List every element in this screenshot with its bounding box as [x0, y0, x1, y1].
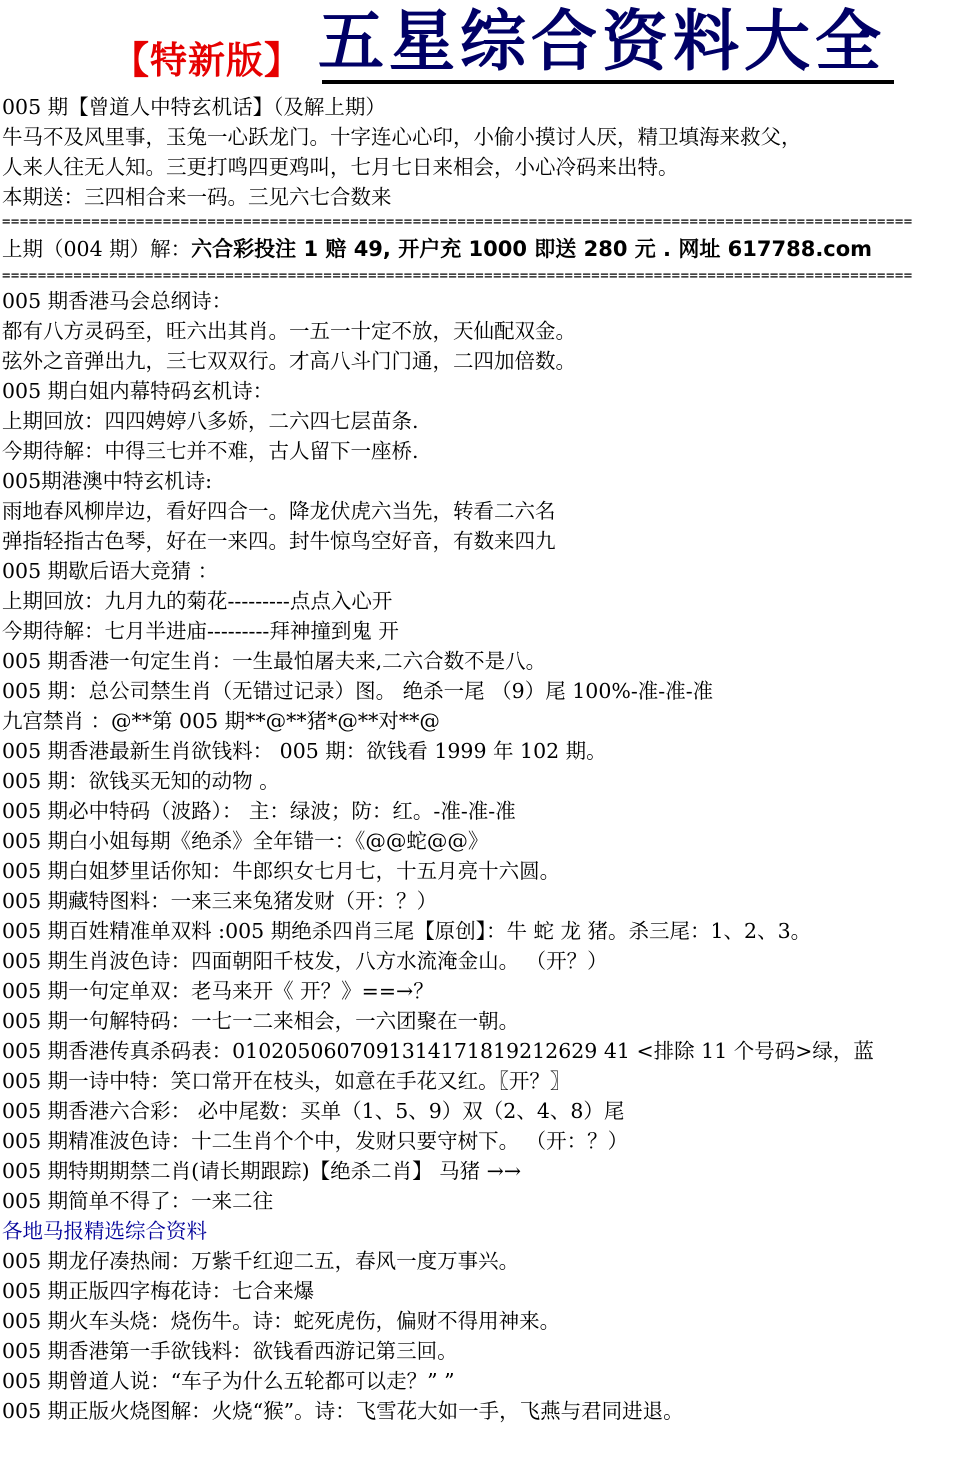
edition-tag: 【特新版】: [112, 39, 302, 82]
text-line: 005 期白姐内幕特码玄机诗：: [2, 379, 274, 403]
text-line: 005 期一句定单双：老马来开《 开？》==→？: [2, 979, 434, 1003]
title-underline: [322, 80, 894, 84]
text-line: 九宫禁肖 ：@**第 005 期**@**猪*@**对**@: [2, 709, 440, 733]
text-line: 005 期：欲钱买无知的动物 。: [2, 769, 280, 793]
text-line: 005 期：总公司禁生肖（无错过记录）图。 绝杀一尾 （9）尾 100%-准-准-准: [2, 679, 714, 703]
text-line: 005 期白小姐每期《绝杀》全年错一：《@@蛇@@》: [2, 829, 489, 853]
text-line: 005 期必中特码（波路）： 主：绿波；防：红。-准-准-准: [2, 799, 516, 823]
text-line: 005 期歇后语大竞猜 ：: [2, 559, 219, 583]
advert-text: 六合彩投注 1 赔 49, 开户充 1000 即送 280 元 . 网址 617788.com: [191, 237, 873, 261]
text-line: 上期回放：九月九的菊花---------点点入心开: [2, 589, 393, 613]
text-line: 005 期龙仔凑热闹：万紫千红迎二五，春风一度万事兴。: [2, 1249, 520, 1273]
section-heading: 各地马报精选综合资料: [2, 1219, 207, 1243]
text-line: 雨地春风柳岸边，看好四合一。降龙伏虎六当先，转看二六名: [2, 499, 556, 523]
page-header: [0, 0, 960, 92]
text-line: 005 期一句解特码：一七一二来相会，一六团聚在一朝。: [2, 1009, 520, 1033]
text-line: 弹指轻指古色琴，好在一来四。封牛惊鸟空好音，有数来四九: [2, 529, 556, 553]
text-line: 005 期百姓精准单双料 :005 期绝杀四肖三尾【原创】：牛 蛇 龙 猪。杀三尾：1、2、3。: [2, 919, 812, 943]
text-line: 005 期香港六合彩： 必中尾数：买单（1、5、9）双（2、4、8）尾: [2, 1099, 625, 1123]
text-line: 人来人往无人知。三更打鸣四更鸡叫，七月七日来相会，小心冷码来出特。: [2, 155, 679, 179]
text-line: 005 期简单不得了：一来二往: [2, 1189, 274, 1213]
text-line: 005 期藏特图料：一来三来兔猪发财（开：？）: [2, 889, 438, 913]
document-body: [0, 92, 960, 1426]
text-line: 005 期香港最新生肖欲钱料： 005 期：欲钱看 1999 年 102 期。: [2, 739, 607, 763]
page-title: 五星综合资料大全: [318, 3, 886, 80]
text-line: 005 期白姐梦里话你知：牛郎织女七月七，十五月亮十六圆。: [2, 859, 561, 883]
text-line: 弦外之音弹出九，三七双双行。才高八斗门门通，二四加倍数。: [2, 349, 576, 373]
text-line: 005 期一诗中特：笑口常开在枝头，如意在手花又红。〖开？〗: [2, 1069, 571, 1093]
text-line: 005期港澳中特玄机诗:: [2, 469, 213, 493]
text-line: 005 期正版火烧图解：火烧“猴”。诗：飞雪花大如一手，飞燕与君同进退。: [2, 1399, 684, 1423]
prev-answer-line: [0, 232, 960, 266]
text-line: 上期回放：四四娉婷八多娇，二六四七层苗条.: [2, 409, 419, 433]
text-line: 005 期精准波色诗：十二生肖个个中，发财只要守树下。 （开：？）: [2, 1129, 629, 1153]
separator: ======================================================================================================: [2, 214, 913, 230]
text-line: 今期待解：中得三七并不难，古人留下一座桥.: [2, 439, 419, 463]
text-line: 005 期香港马会总纲诗：: [2, 289, 233, 313]
text-line: 005 期火车头烧：烧伤牛。诗：蛇死虎伤，偏财不得用神来。: [2, 1309, 561, 1333]
text-line: 005 期特期期禁二肖(请长期跟踪)【绝杀二肖】 马猪 →→: [2, 1159, 522, 1183]
text-line: 005 期香港第一手欲钱料：欲钱看西游记第三回。: [2, 1339, 458, 1363]
text-line: 本期送：三四相合来一码。三见六七合数来: [2, 185, 392, 209]
separator: ======================================================================================================: [2, 268, 913, 284]
text-line: 005 期正版四字梅花诗：七合来爆: [2, 1279, 315, 1303]
text-line: 今期待解：七月半进庙---------拜神撞到鬼 开: [2, 619, 399, 643]
prev-answer-label: 上期（004 期）解：: [2, 237, 192, 261]
text-line: 005 期香港一句定生肖：一生最怕屠夫来,二六合数不是八。: [2, 649, 547, 673]
text-line: 005 期香港传真杀码表：0102050607091314171819212629 41 <排除 11 个号码>绿，蓝: [2, 1039, 874, 1063]
text-line: 005 期曾道人说：“车子为什么五轮都可以走？” ”: [2, 1369, 455, 1393]
text-line: 005 期生肖波色诗：四面朝阳千枝发，八方水流淹金山。 （开？）: [2, 949, 608, 973]
text-line: 都有八方灵码至，旺六出其肖。一五一十定不放，天仙配双金。: [2, 319, 576, 343]
text-line: 牛马不及风里事，玉兔一心跃龙门。十字连心心印，小偷小摸讨人厌，精卫填海来救父，: [2, 125, 802, 149]
text-line: 005 期【曾道人中特玄机话】（及解上期）: [2, 95, 386, 119]
